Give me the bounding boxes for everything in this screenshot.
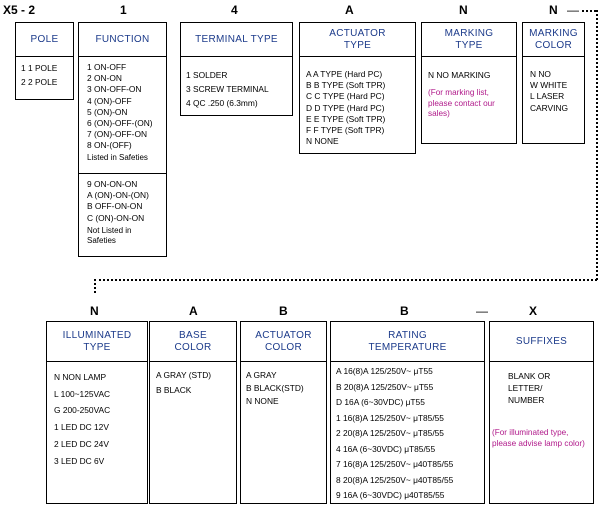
part-prefix: X5 - 2 (3, 3, 36, 17)
actuator-color-options (240, 361, 327, 504)
terminal-option: 3 SCREW TERMINAL (186, 84, 269, 95)
code-illuminated: N (90, 304, 99, 318)
suffixes-title: SUFFIXES (489, 321, 594, 362)
terminal-options (180, 56, 293, 116)
header-dash: — (567, 3, 579, 17)
code-marking-color: N (549, 3, 558, 17)
function-option: C (ON)-ON-ON (87, 212, 145, 223)
function-options (78, 56, 167, 174)
rating-option: B 20(8)A 125/250V~ μT55 (336, 381, 434, 392)
code-marking-type: N (459, 3, 468, 17)
marking-type-option: N NO MARKING (428, 70, 491, 80)
not-listed-note: Not Listed in Safeties (87, 225, 132, 246)
rating-option: 2 20(8)A 125/250V~ μT85/55 (336, 428, 444, 438)
function-option: 5 (ON)-ON (87, 106, 128, 117)
actuator-option: A A TYPE (Hard PC) (306, 69, 383, 79)
function-option: A (ON)-ON-(ON) (87, 190, 149, 201)
function-option: 2 ON-ON (87, 73, 122, 84)
actuator-color-option: N NONE (246, 396, 279, 407)
marking-color-title: MARKING COLOR (522, 22, 585, 57)
illuminated-option: 3 LED DC 6V (54, 455, 105, 466)
listed-note: Listed in Safeties (87, 152, 148, 162)
rating-option: 1 16(8)A 125/250V~ μT85/55 (336, 412, 444, 423)
rating-option: 4 16A (6~30VDC) μT85/55 (336, 443, 436, 454)
code-base-color: A (189, 304, 198, 318)
actuator-option: B B TYPE (Soft TPR) (306, 80, 386, 91)
connector-bottom (94, 279, 597, 281)
rating-option: D 16A (6~30VDC) μT55 (336, 397, 425, 407)
actuator-color-option: A GRAY (246, 370, 277, 380)
connector-down (94, 279, 96, 293)
rating-option: 9 16A (6~30VDC) μ40T85/55 (336, 490, 445, 500)
illuminated-option: G 200-250VAC (54, 405, 111, 416)
code-rating: B (400, 304, 409, 318)
function-option: 4 (ON)-OFF (87, 95, 132, 106)
illuminated-option: N NON LAMP (54, 372, 107, 382)
marking-color-option: CARVING (530, 102, 569, 113)
illuminated-option: L 100~125VAC (54, 388, 111, 399)
rating-option: 7 16(8)A 125/250V~ μ40T85/55 (336, 459, 454, 469)
suffix-option: LETTER/ (508, 383, 543, 393)
suffix-note: (For illuminated type, please advise lamp color) (492, 428, 585, 448)
base-color-option: B BLACK (156, 385, 192, 396)
actuator-options (299, 56, 416, 154)
function-option: 3 ON-OFF-ON (87, 84, 142, 95)
suffixes-options (489, 361, 594, 504)
marking-color-options (522, 56, 585, 144)
function-option: 1 ON-OFF (87, 62, 127, 72)
terminal-option: 4 QC .250 (6.3mm) (186, 98, 258, 109)
pole-title: POLE (15, 22, 74, 57)
base-color-title: BASE COLOR (149, 321, 237, 362)
marking-color-option: W WHITE (530, 80, 568, 91)
actuator-option: N NONE (306, 136, 339, 147)
actuator-option: E E TYPE (Soft TPR) (306, 113, 386, 124)
actuator-title: ACTUATOR TYPE (299, 22, 416, 57)
code-actuator: A (345, 3, 354, 17)
marking-type-title: MARKING TYPE (421, 22, 517, 57)
base-color-option: A GRAY (STD) (156, 370, 212, 380)
rating-option: 8 20(8)A 125/250V~ μ40T85/55 (336, 474, 454, 485)
code-function: 1 (120, 3, 127, 17)
pole-options (15, 56, 74, 100)
function-option: 7 (ON)-OFF-ON (87, 129, 148, 140)
actuator-color-option: B BLACK(STD) (246, 383, 304, 394)
base-color-options (149, 361, 237, 504)
illuminated-option: 1 LED DC 12V (54, 422, 109, 433)
function-option: 8 ON-(OFF) (87, 140, 132, 151)
marking-type-options (421, 56, 517, 144)
code-terminal: 4 (231, 3, 238, 17)
header2-dash: — (476, 304, 488, 318)
suffix-option: BLANK OR (508, 371, 551, 381)
code-actuator-color: B (279, 304, 288, 318)
actuator-option: C C TYPE (Hard PC) (306, 91, 385, 102)
illuminated-option: 2 LED DC 24V (54, 438, 109, 449)
marking-color-option: L LASER (530, 91, 565, 102)
function-option: B OFF-ON-ON (87, 201, 143, 212)
illuminated-title: ILLUMINATED TYPE (46, 321, 148, 362)
rating-title: RATING TEMPERATURE (330, 321, 485, 362)
terminal-option: 1 SOLDER (186, 70, 228, 80)
code-suffix: X (529, 304, 538, 318)
connector-top (582, 10, 596, 12)
function-options-unlisted (78, 173, 167, 257)
connector-right (596, 10, 598, 280)
suffix-option: NUMBER (508, 395, 545, 405)
terminal-title: TERMINAL TYPE (180, 22, 293, 57)
function-option: 9 ON-ON-ON (87, 179, 138, 189)
rating-option: A 16(8)A 125/250V~ μT55 (336, 366, 433, 376)
actuator-option: D D TYPE (Hard PC) (306, 102, 385, 113)
actuator-color-title: ACTUATOR COLOR (240, 321, 327, 362)
pole-option: 1 1 POLE (21, 63, 58, 73)
rating-options (330, 361, 485, 504)
marking-color-option: N NO (530, 69, 551, 79)
function-option: 6 (ON)-OFF-(ON) (87, 118, 153, 129)
marking-note: (For marking list, please contact our sales) (428, 88, 495, 119)
function-title: FUNCTION (78, 22, 167, 57)
pole-option: 2 2 POLE (21, 77, 58, 88)
illuminated-options (46, 361, 148, 504)
actuator-option: F F TYPE (Soft TPR) (306, 125, 385, 136)
